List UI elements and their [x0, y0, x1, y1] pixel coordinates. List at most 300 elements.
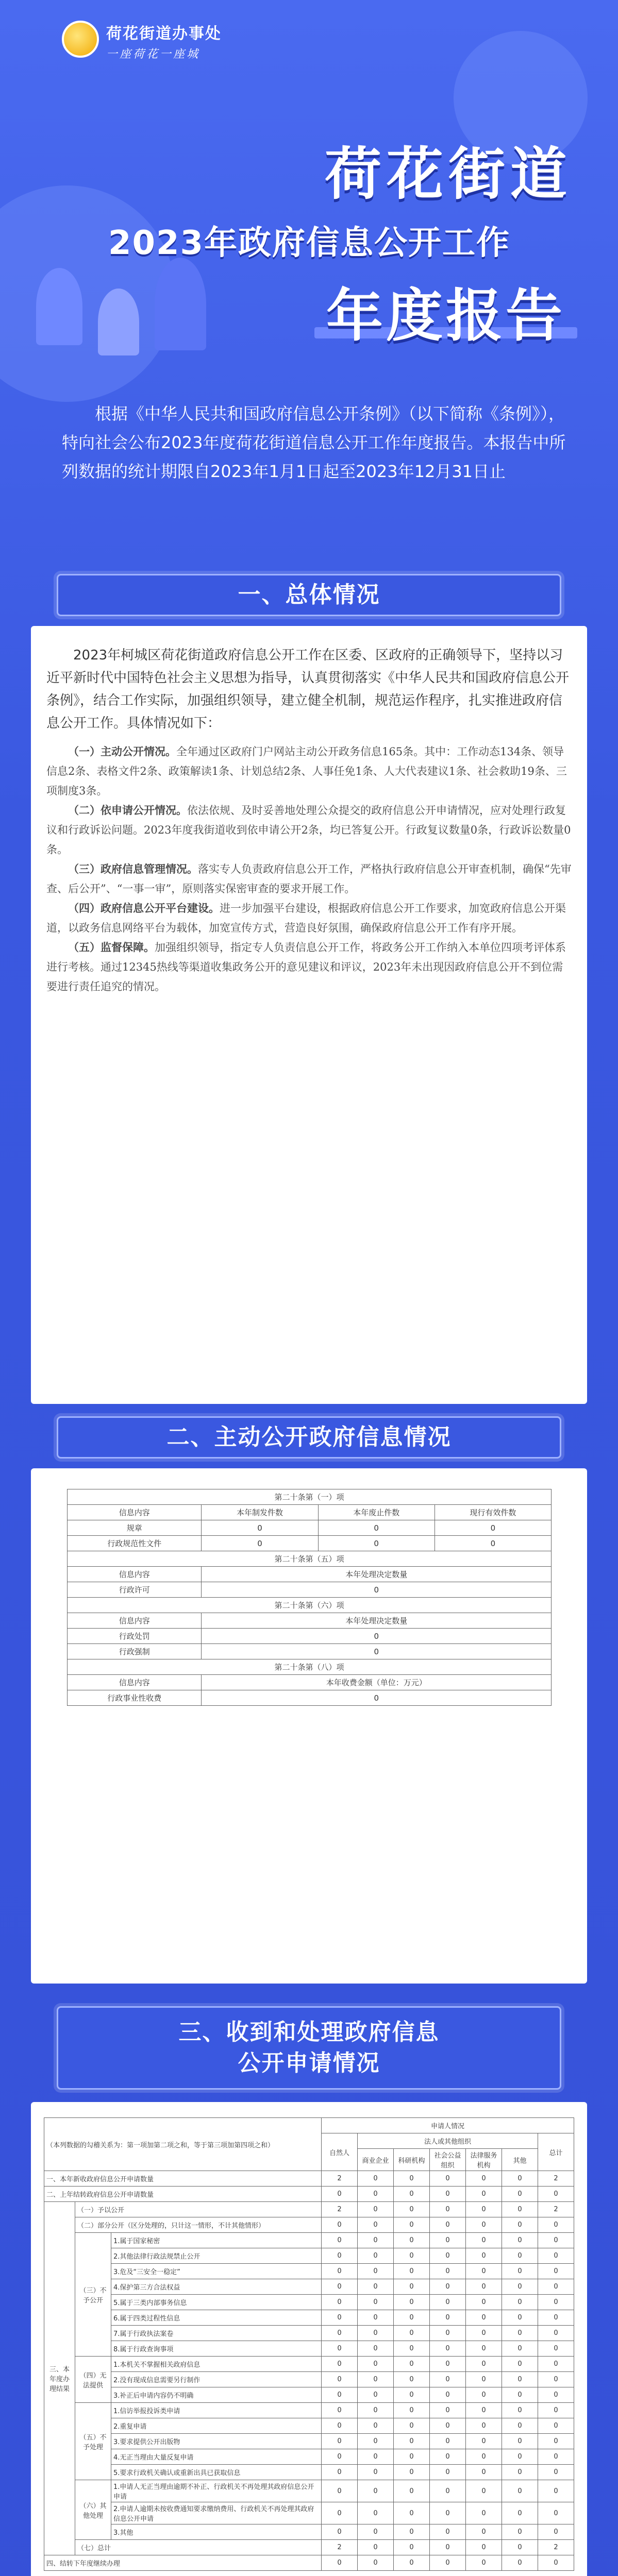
table-cell: 0	[502, 2555, 538, 2571]
table-cell: 0	[466, 2217, 502, 2233]
table-row	[44, 2295, 574, 2310]
table-cell: 0	[538, 2187, 574, 2202]
table-cell: 0	[502, 2326, 538, 2341]
table-cell: 0	[358, 2403, 394, 2418]
table-cell: 0	[394, 2248, 430, 2264]
table-cell: 0	[322, 2555, 358, 2571]
table-cell: 0	[358, 2248, 394, 2264]
table-cell: 0	[502, 2387, 538, 2403]
table-row	[44, 2326, 574, 2341]
table-row-label: 7.属于行政执法案卷	[111, 2326, 322, 2341]
table-cell: 0	[466, 2202, 502, 2217]
table-header: 第二十条第（五）项	[68, 1551, 552, 1567]
table-header: 第二十条第（一）项	[68, 1489, 552, 1505]
table-row-label: 1.属于国家秘密	[111, 2233, 322, 2248]
table-cell: 0	[322, 2187, 358, 2202]
table-cell: 0	[318, 1520, 435, 1536]
para-label: （三）政府信息管理情况。	[68, 862, 198, 875]
table-row	[44, 2449, 574, 2465]
section2-heading: 二、主动公开政府信息情况	[31, 1409, 587, 1466]
table-cell: 0	[322, 2434, 358, 2449]
table-row-label: 四、结转下年度继续办理	[44, 2555, 322, 2571]
table-cell: 0	[538, 2233, 574, 2248]
para-label: （一）主动公开情况。	[68, 745, 176, 758]
table-cell: 0	[502, 2279, 538, 2295]
table-row	[68, 1690, 552, 1706]
table-cell: 0	[466, 2480, 502, 2502]
table-cell: 0	[430, 2387, 466, 2403]
table-cell: 0	[358, 2480, 394, 2502]
table-cell: 0	[430, 2540, 466, 2555]
table-cell: 0	[394, 2217, 430, 2233]
table-row	[44, 2187, 574, 2202]
table-cell: 0	[358, 2171, 394, 2187]
table-cell: 0	[502, 2202, 538, 2217]
table-cell: 0	[394, 2449, 430, 2465]
table-cell: 0	[466, 2372, 502, 2387]
table-cell: 0	[502, 2480, 538, 2502]
table-cell: 0	[466, 2295, 502, 2310]
table-cell: 0	[358, 2555, 394, 2571]
table-row-label: 2.其他法律行政法规禁止公开	[111, 2248, 322, 2264]
table-cell: 0	[358, 2434, 394, 2449]
table-cell: 0	[430, 2502, 466, 2524]
table-cell: 0	[322, 2387, 358, 2403]
table-cell: 0	[430, 2372, 466, 2387]
table-cell: 0	[394, 2403, 430, 2418]
table-row	[44, 2202, 574, 2217]
table-row-label: 3.要求提供公开出版物	[111, 2434, 322, 2449]
table-row-label: 二、上年结转政府信息公开申请数量	[44, 2187, 322, 2202]
table-row	[44, 2480, 574, 2502]
table-cell: 0	[358, 2279, 394, 2295]
table-cell: 0	[394, 2310, 430, 2326]
table-cell: 行政处罚	[68, 1629, 202, 1644]
table-cell: 0	[466, 2403, 502, 2418]
table-cell: 0	[538, 2403, 574, 2418]
table-row-label: 6.属于四类过程性信息	[111, 2310, 322, 2326]
table-cell: 0	[466, 2248, 502, 2264]
table-cell: 0	[394, 2434, 430, 2449]
table-cell: 0	[502, 2524, 538, 2540]
table-cell: 0	[538, 2341, 574, 2357]
table-cell: 0	[466, 2502, 502, 2524]
table-row-label: （一）予以公开	[75, 2202, 322, 2217]
table-cell: 0	[466, 2387, 502, 2403]
table-cell: 0	[502, 2434, 538, 2449]
table-cell: 0	[502, 2264, 538, 2279]
table-row-label: 1.本机关不掌握相关政府信息	[111, 2357, 322, 2372]
table-cell: 0	[502, 2418, 538, 2434]
table-cell: 0	[430, 2279, 466, 2295]
table-cell: 行政事业性收费	[68, 1690, 202, 1706]
table-cell: 0	[322, 2449, 358, 2465]
table-cell: 0	[466, 2171, 502, 2187]
table-cell: 0	[538, 2372, 574, 2387]
table-cell: 0	[322, 2217, 358, 2233]
table-cell: 0	[358, 2202, 394, 2217]
table-row	[44, 2403, 574, 2418]
report-title-line3	[325, 270, 567, 349]
table-cell: 0	[358, 2449, 394, 2465]
table-row	[44, 2418, 574, 2434]
table-cell: 0	[394, 2372, 430, 2387]
table-cell: 0	[538, 2279, 574, 2295]
table-cell: 0	[394, 2233, 430, 2248]
table-cell: 0	[358, 2418, 394, 2434]
table-cell: 2	[322, 2202, 358, 2217]
logo-title: 荷花街道办事处	[106, 25, 222, 43]
table-row	[44, 2524, 574, 2540]
table-cell: 0	[430, 2357, 466, 2372]
table-cell: 0	[538, 2418, 574, 2434]
person-illustration	[36, 268, 82, 345]
table-cell: 2	[538, 2171, 574, 2187]
para-text: 全年通过区政府门户网站主动公开政务信息165条。其中：工作动态134条、领导信息2条、表格文件2条、政策解读1条、计划总结2条、人事任免1条、人大代表建议1条、社会救助19条、三项制度3条。	[46, 745, 567, 797]
table-cell: 0	[435, 1520, 551, 1536]
table-cell: 0	[358, 2357, 394, 2372]
table-cell: 0	[430, 2524, 466, 2540]
table-cell: 0	[322, 2418, 358, 2434]
table-cell: 0	[466, 2264, 502, 2279]
table-group-label: （四）无法提供	[75, 2357, 111, 2403]
table-col-header: 本年制发件数	[202, 1505, 318, 1520]
table-cell: 0	[466, 2326, 502, 2341]
table-cell: 0	[358, 2233, 394, 2248]
table-row-label: 1.信访举报投诉类申请	[111, 2403, 322, 2418]
table-cell: 0	[502, 2465, 538, 2480]
table-cell: 0	[466, 2279, 502, 2295]
table-cell: 0	[538, 2248, 574, 2264]
table-cell: 0	[430, 2233, 466, 2248]
table-cell: 0	[394, 2295, 430, 2310]
table-col-header: 自然人	[322, 2133, 358, 2171]
table-cell: 0	[538, 2217, 574, 2233]
table-cell: 0	[430, 2326, 466, 2341]
table-cell: 0	[466, 2465, 502, 2480]
table-cell: 0	[502, 2449, 538, 2465]
table-col-header: 法律服务机构	[466, 2149, 502, 2171]
table-row	[44, 2217, 574, 2233]
table-row	[44, 2310, 574, 2326]
table-row	[44, 2357, 574, 2372]
table-row-label: 5.要求行政机关确认或重新出具已获取信息	[111, 2465, 322, 2480]
para-text: 依法依规、及时妥善地处理公众提交的政府信息公开申请情况，应对处理行政复议和行政诉讼问题。2023年度我街道收到依申请公开2条，均已答复公开。行政复议数量0条，行政诉讼数量0条。	[46, 804, 571, 856]
table-cell: 0	[538, 2310, 574, 2326]
table-cell: 0	[394, 2171, 430, 2187]
table-cell: 0	[358, 2264, 394, 2279]
table-cell: 0	[538, 2465, 574, 2480]
proactive-disclosure-table: 第二十条第（一）项 信息内容 本年制发件数 本年废止件数 现行有效件数 规章 0 0 0 行政规范性文件 0 0 0 第二十条第（五）项 信息内容 本年处理决定数量 行政许可 0 第二十条第（六）项 信息内容 本年处理决定数量 行政处罚 0 行政强制 0 第二十条第（八）项 信息内容 本年收费金额（单位：万元） 行政事业性收费 0	[67, 1489, 552, 1706]
table-cell: 0	[502, 2502, 538, 2524]
table-cell: 0	[358, 2502, 394, 2524]
table-cell: 0	[322, 2465, 358, 2480]
table-col-header: 信息内容	[68, 1505, 202, 1520]
report-title-line2: 2023年政府信息公开工作	[108, 224, 511, 262]
table-cell: 0	[202, 1644, 552, 1659]
section1-heading: 一、总体情况	[31, 567, 587, 623]
table-cell: 0	[538, 2264, 574, 2279]
table-cell: 0	[430, 2248, 466, 2264]
table-cell: 0	[502, 2403, 538, 2418]
table-col-header: 本年废止件数	[318, 1505, 435, 1520]
table-cell: 0	[322, 2310, 358, 2326]
table-row	[44, 2171, 574, 2187]
table-cell: 0	[394, 2555, 430, 2571]
table-cell: 0	[466, 2233, 502, 2248]
table-cell: 0	[502, 2372, 538, 2387]
table-cell: 0	[358, 2187, 394, 2202]
table-row-label: 4.无正当理由大量反复申请	[111, 2449, 322, 2465]
table-col-header: 总计	[538, 2133, 574, 2171]
table-row	[44, 2502, 574, 2524]
table-row-label: 2.重复申请	[111, 2418, 322, 2434]
section1-body	[46, 644, 572, 996]
table-cell: 0	[322, 2357, 358, 2372]
table-cell: 0	[202, 1520, 318, 1536]
table-cell: 0	[466, 2310, 502, 2326]
table-cell: 0	[322, 2279, 358, 2295]
table-cell: 0	[322, 2403, 358, 2418]
table-row	[44, 2555, 574, 2571]
table-cell: 行政许可	[68, 1582, 202, 1598]
table-cell: 0	[538, 2387, 574, 2403]
table-cell: 0	[322, 2502, 358, 2524]
logo-emblem-icon	[62, 21, 99, 58]
table-row-label: 8.属于行政查询事项	[111, 2341, 322, 2357]
table-row	[44, 2434, 574, 2449]
table-cell: 规章	[68, 1520, 202, 1536]
table-row	[44, 2372, 574, 2387]
table-row-label: 3.危及“三安全一稳定”	[111, 2264, 322, 2279]
table-cell: 0	[502, 2217, 538, 2233]
table-cell: 0	[430, 2480, 466, 2502]
table-cell: 0	[538, 2434, 574, 2449]
table-cell: 0	[502, 2171, 538, 2187]
section3-heading: 三、收到和处理政府信息 公开申请情况	[31, 1999, 587, 2097]
table-col-header: 科研机构	[394, 2149, 430, 2171]
table-cell: 0	[394, 2502, 430, 2524]
intro-paragraph: 根据《中华人民共和国政府信息公开条例》（以下简称《条例》），特向社会公布2023年度荷花街道信息公开工作年度报告。本报告中所列数据的统计期限自2023年1月1日起至2023年12月31日止	[62, 404, 566, 481]
table-header: 第二十条第（六）项	[68, 1598, 552, 1613]
table-cell: 0	[502, 2540, 538, 2555]
table-cell: 0	[358, 2465, 394, 2480]
table-cell: 0	[466, 2357, 502, 2372]
table-row	[44, 2341, 574, 2357]
table-cell: 0	[394, 2202, 430, 2217]
person-illustration	[98, 289, 139, 355]
table-cell: 0	[394, 2341, 430, 2357]
table-row-label: 4.保护第三方合法权益	[111, 2279, 322, 2295]
logo	[62, 15, 247, 77]
report-title-line1: 荷花街道	[325, 141, 572, 207]
table-cell: 0	[322, 2264, 358, 2279]
table-cell: 0	[202, 1629, 552, 1644]
para-text: 加强组织领导，指定专人负责信息公开工作，将政务公开工作纳入本单位四项考评体系进行考核。通过12345热线等渠道收集政务公开的意见建议和评议，2023年未出现因政府信息公开不到位需要进行责任追究的情况。	[46, 941, 566, 993]
table-group-label: （三）不予公开	[75, 2233, 111, 2357]
para-label: （二）依申请公开情况。	[68, 804, 187, 817]
table-cell: 0	[430, 2418, 466, 2434]
table-cell: 0	[358, 2326, 394, 2341]
table-cell: 0	[394, 2524, 430, 2540]
table-cell: 0	[322, 2295, 358, 2310]
section1-para: 2023年柯城区荷花街道政府信息公开工作在区委、区政府的正确领导下，坚持以习近平新时代中国特色社会主义思想为指导，认真贯彻落实《中华人民共和国政府信息公开条例》，结合工作实际，加强组织领导，建立健全机制，规范运作程序，扎实推进政府信息公开工作。具体情况如下：	[46, 648, 570, 731]
table-cell: 0	[435, 1536, 551, 1551]
table-group-label: （五）不予处理	[75, 2403, 111, 2480]
table-row-label: 5.属于三类内部事务信息	[111, 2295, 322, 2310]
table-row	[44, 2279, 574, 2295]
table-cell: 0	[430, 2449, 466, 2465]
para-label: （五）监督保障。	[68, 941, 155, 954]
table-cell: 0	[394, 2326, 430, 2341]
table-cell: 0	[322, 2480, 358, 2502]
table-cell: 0	[394, 2480, 430, 2502]
hero-banner	[0, 0, 618, 567]
table-row	[44, 2118, 574, 2133]
table-cell: 0	[202, 1582, 552, 1598]
table-cell: 0	[538, 2524, 574, 2540]
table-cell: 0	[538, 2502, 574, 2524]
table-row	[44, 2264, 574, 2279]
table-cell: 0	[466, 2341, 502, 2357]
table-cell: 0	[358, 2295, 394, 2310]
table-row-label: 3.补正后申请内容仍不明确	[111, 2387, 322, 2403]
table-cell: 0	[394, 2465, 430, 2480]
para-label: （四）政府信息公开平台建设。	[68, 902, 220, 914]
table-cell: 0	[322, 2341, 358, 2357]
table-col-header: 商业企业	[358, 2149, 394, 2171]
table-corner: （本列数据的勾稽关系为：第一项加第二项之和，等于第三项加第四项之和）	[44, 2118, 322, 2171]
table-cell: 0	[538, 2357, 574, 2372]
table-cell: 0	[430, 2434, 466, 2449]
table-row	[44, 2540, 574, 2555]
table-cell: 0	[202, 1690, 552, 1706]
table-cell: 0	[394, 2279, 430, 2295]
table-cell: 0	[430, 2202, 466, 2217]
table-cell: 0	[538, 2449, 574, 2465]
table-cell: 0	[202, 1536, 318, 1551]
table-group-label: （六）其他处理	[75, 2480, 111, 2540]
table-row	[68, 1644, 552, 1659]
table-cell: 2	[322, 2540, 358, 2555]
table-cell: 2	[538, 2202, 574, 2217]
table-cell: 0	[502, 2248, 538, 2264]
table-cell: 0	[322, 2248, 358, 2264]
table-cell: 0	[502, 2187, 538, 2202]
table-cell: 0	[430, 2341, 466, 2357]
table-cell: 0	[322, 2524, 358, 2540]
table-cell: 0	[430, 2217, 466, 2233]
table-row-label: （二）部分公开（区分处理的，只计这一情形，不计其他情形）	[75, 2217, 322, 2233]
table-col-header: 社会公益组织	[430, 2149, 466, 2171]
application-table	[44, 2117, 574, 2571]
table-cell: 0	[394, 2187, 430, 2202]
table-cell: 0	[466, 2187, 502, 2202]
table-cell: 0	[430, 2310, 466, 2326]
table-cell: 0	[430, 2187, 466, 2202]
table-row	[44, 2233, 574, 2248]
table-cell: 0	[466, 2434, 502, 2449]
table-cell: 0	[538, 2326, 574, 2341]
table-cell: 0	[358, 2524, 394, 2540]
table-col-header: 申请人情况	[322, 2118, 574, 2133]
table-row	[44, 2465, 574, 2480]
table-cell: 0	[358, 2387, 394, 2403]
logo-slogan: 一座荷花一座城	[106, 48, 201, 61]
table-cell: 2	[538, 2540, 574, 2555]
table-cell: 0	[538, 2555, 574, 2571]
table-cell: 0	[394, 2540, 430, 2555]
table-group-label: 三、本年度办理结果	[44, 2202, 75, 2555]
table-cell: 0	[502, 2341, 538, 2357]
table-cell: 0	[502, 2357, 538, 2372]
table-cell: 0	[430, 2555, 466, 2571]
table-row-label: 3.其他	[111, 2524, 322, 2540]
table-cell: 0	[430, 2171, 466, 2187]
table-col-header: 现行有效件数	[435, 1505, 551, 1520]
table-cell: 0	[430, 2264, 466, 2279]
table-cell: 0	[466, 2555, 502, 2571]
table-row-label: 1.申请人无正当理由逾期不补正、行政机关不再处理其政府信息公开申请	[111, 2480, 322, 2502]
table-cell: 0	[430, 2295, 466, 2310]
table-cell: 0	[394, 2357, 430, 2372]
table-row	[68, 1536, 552, 1551]
table-cell: 0	[430, 2465, 466, 2480]
table-col-header: 其他	[502, 2149, 538, 2171]
table-header: 第二十条第（八）项	[68, 1659, 552, 1675]
table-cell: 0	[358, 2341, 394, 2357]
table-cell: 0	[538, 2480, 574, 2502]
table-cell: 行政强制	[68, 1644, 202, 1659]
table-cell: 2	[322, 2171, 358, 2187]
para-text: 落实专人负责政府信息公开工作，严格执行政府信息公开审查机制，确保“先审查、后公开”、“一事一审”，原则落实保密审查的要求开展工作。	[46, 863, 572, 895]
table-cell: 0	[358, 2217, 394, 2233]
table-cell: 0	[394, 2264, 430, 2279]
table-cell: 0	[358, 2540, 394, 2555]
table-cell: 0	[502, 2295, 538, 2310]
table-cell: 0	[430, 2403, 466, 2418]
table-cell: 0	[322, 2233, 358, 2248]
person-illustration	[155, 258, 206, 350]
table-cell: 0	[322, 2372, 358, 2387]
table-cell: 0	[318, 1536, 435, 1551]
table-cell: 0	[322, 2326, 358, 2341]
table-row	[68, 1520, 552, 1536]
table-row	[44, 2387, 574, 2403]
table-cell: 0	[502, 2310, 538, 2326]
table-row-label: （七）总计	[75, 2540, 322, 2555]
table-row	[68, 1629, 552, 1644]
table-cell: 0	[466, 2540, 502, 2555]
table-cell: 0	[466, 2524, 502, 2540]
table-cell: 0	[394, 2418, 430, 2434]
para-text: 进一步加强平台建设，根据政府信息公开工作要求，加宽政府信息公开渠道，以政务信息网络平台为载体，加宽宣传方式，营造良好氛围，确保政府信息公开工作有序开展。	[46, 902, 566, 934]
table-cell: 0	[466, 2418, 502, 2434]
table-row	[68, 1582, 552, 1598]
table-cell: 0	[394, 2387, 430, 2403]
table-cell: 0	[358, 2310, 394, 2326]
table-row-label: 一、本年新收政府信息公开申请数量	[44, 2171, 322, 2187]
report-title-line3-text: 年度报告	[326, 283, 565, 349]
table-row-label: 2.没有现成信息需要另行制作	[111, 2372, 322, 2387]
table-cell: 0	[502, 2233, 538, 2248]
section1-scan	[46, 742, 572, 996]
table-cell: 0	[538, 2295, 574, 2310]
table-col-header: 法人或其他组织	[358, 2133, 538, 2149]
table-cell: 0	[466, 2449, 502, 2465]
table-cell: 行政规范性文件	[68, 1536, 202, 1551]
table-row	[44, 2248, 574, 2264]
